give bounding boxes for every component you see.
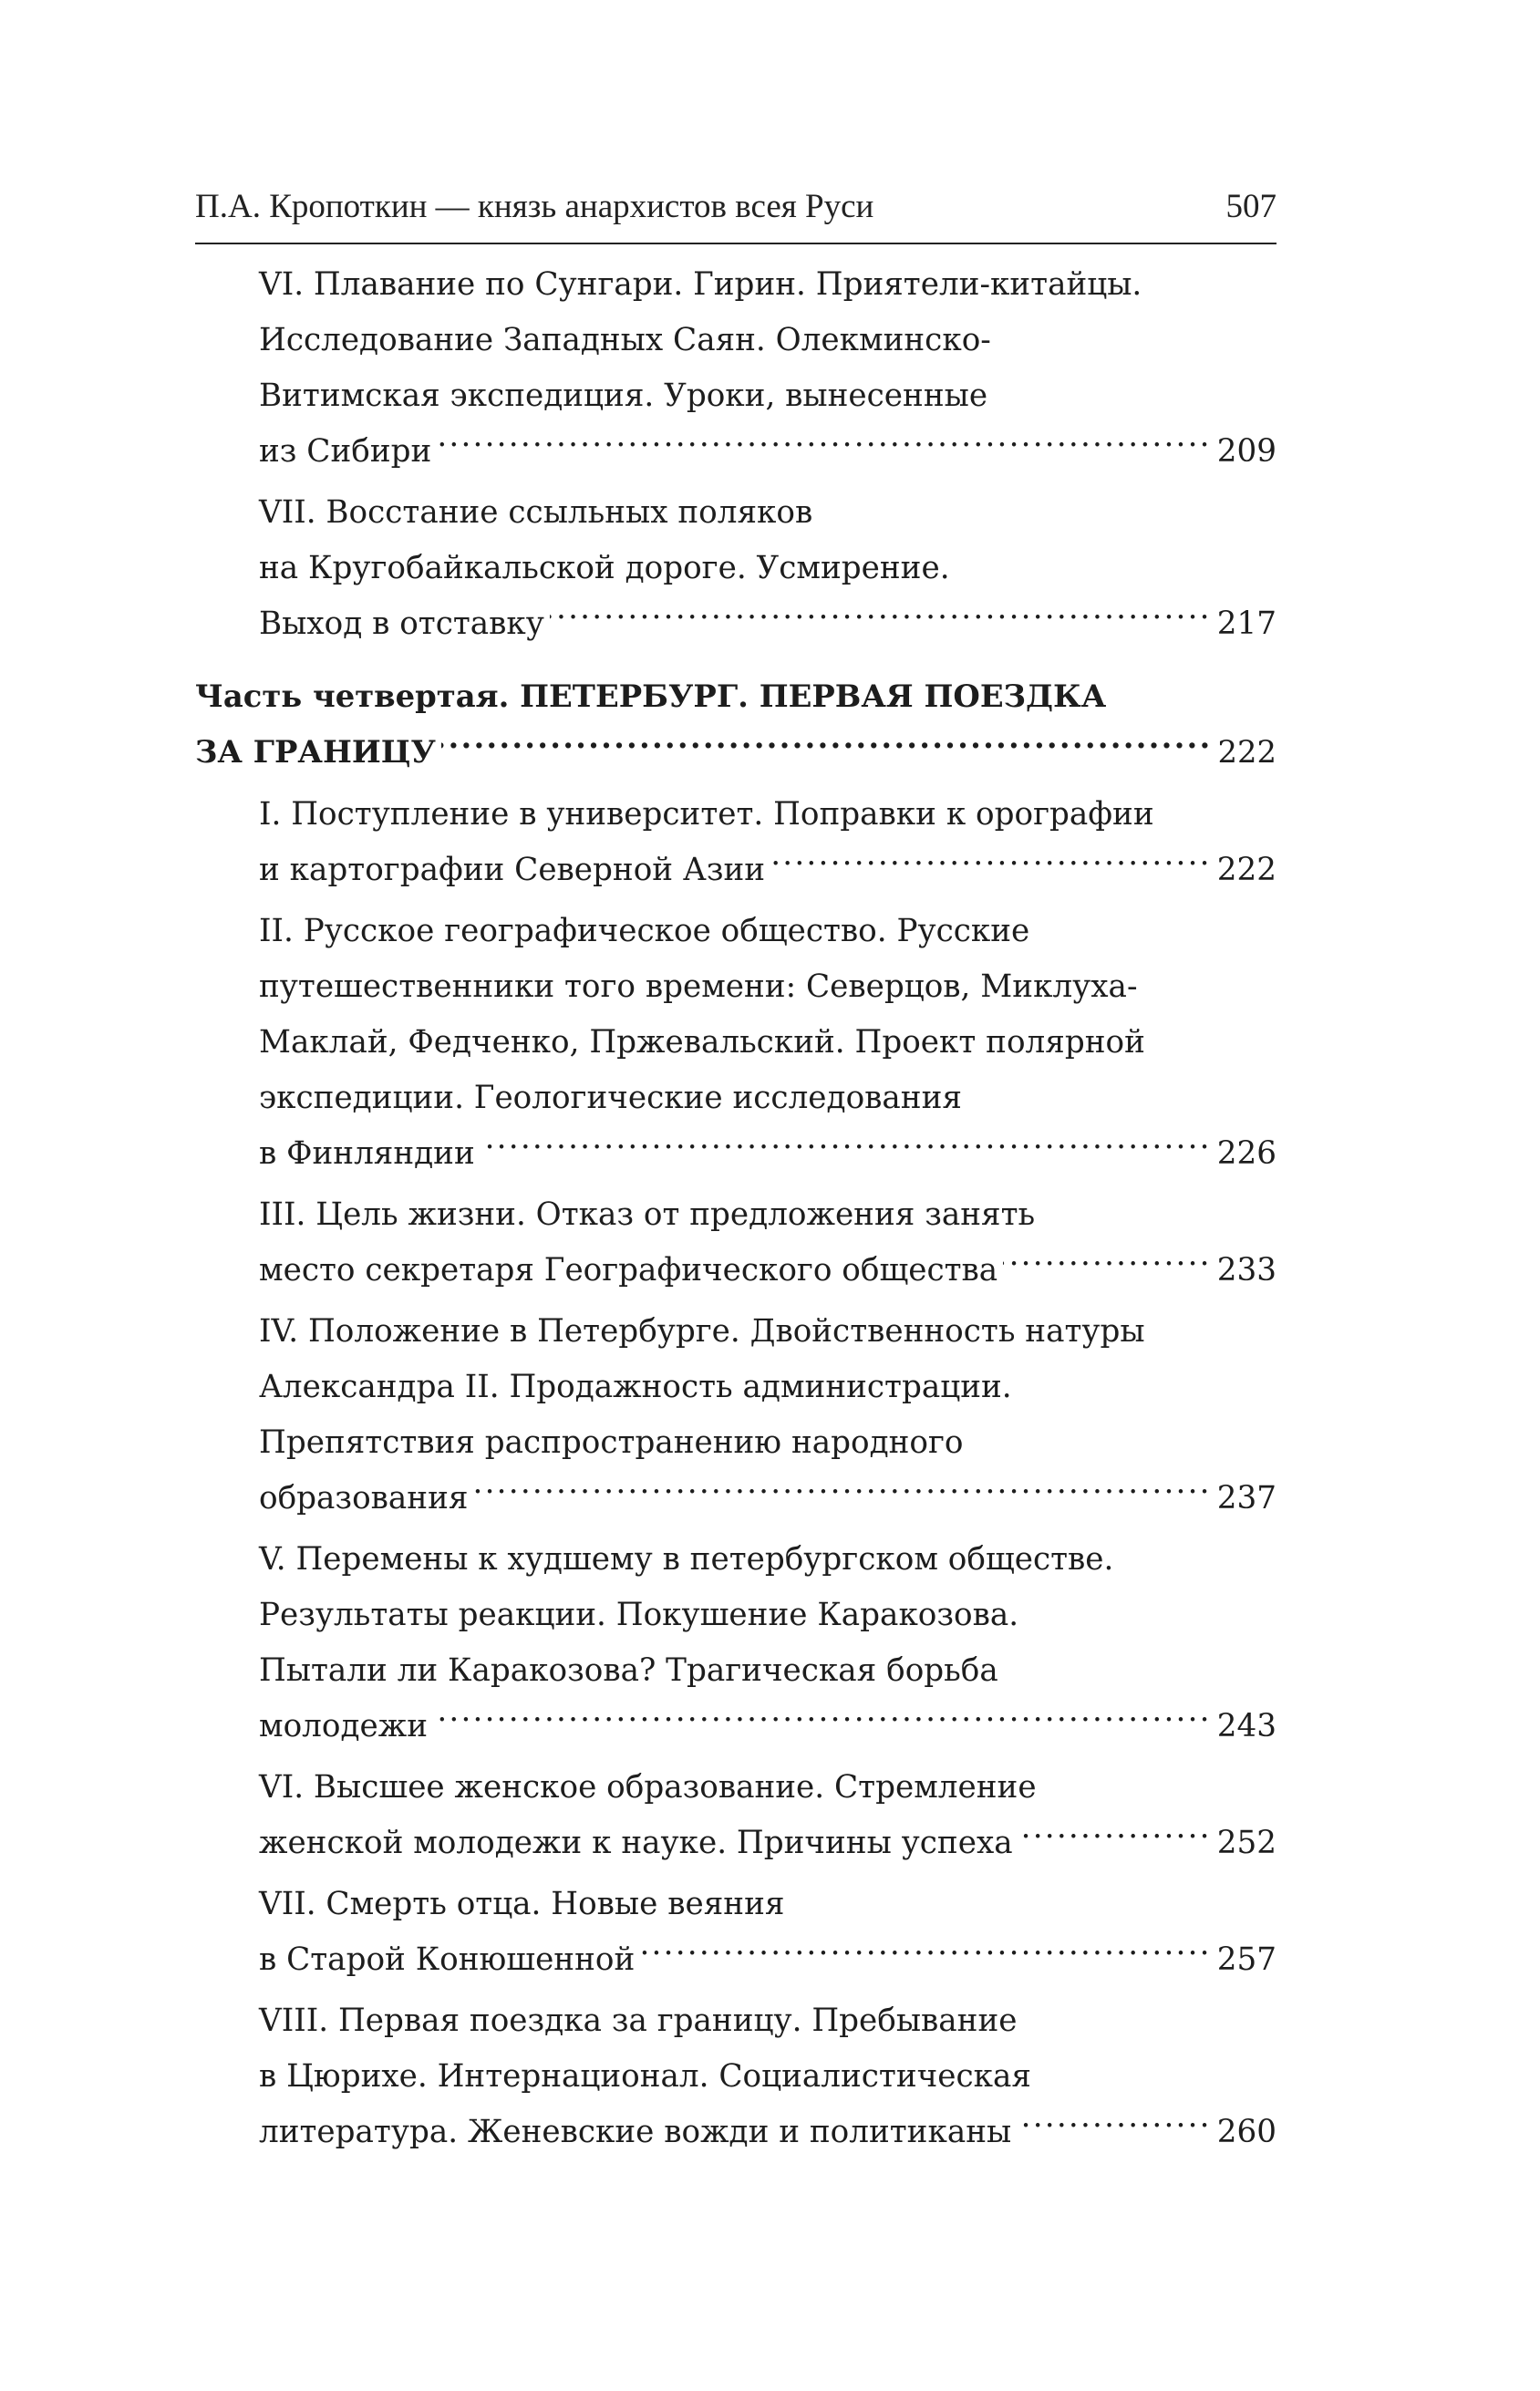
toc-entry-line: в Старой Конюшенной	[259, 1941, 636, 1978]
toc-entry-last-line	[259, 596, 1276, 652]
toc-entry-last-line	[259, 424, 1276, 480]
toc-page-number: 209	[1216, 433, 1276, 470]
toc-entry-line: образования	[259, 1480, 469, 1516]
toc-chapter-entry	[195, 904, 1276, 1182]
toc-entry-last-line	[259, 1932, 1276, 1988]
toc-entry-line: место секретаря Географического общества	[259, 1252, 998, 1289]
toc-entry-line: VII. Смерть отца. Новые веяния	[259, 1886, 785, 1922]
toc-entry-line: и картографии Северной Азии	[259, 852, 766, 888]
toc-chapter-entry	[195, 787, 1276, 898]
toc-entry-line: Пытали ли Каракозова? Трагическая борьба	[259, 1652, 998, 1689]
toc-entry-last-line	[259, 1816, 1276, 1871]
toc-page-number: 222	[1217, 734, 1276, 770]
dot-leader	[640, 1939, 1211, 1970]
toc-entry-line: Часть четвертая. ПЕТЕРБУРГ. ПЕРВАЯ ПОЕЗДКА	[195, 678, 1107, 714]
dot-leader	[437, 430, 1211, 461]
toc-page-number: 252	[1216, 1825, 1276, 1861]
toc-entry-line: из Сибири	[259, 433, 432, 470]
toc-entry-line: женской молодежи к науке. Причины успеха	[259, 1825, 1013, 1861]
toc-chapter-entry	[195, 1877, 1276, 1988]
toc-page-number: 226	[1216, 1135, 1276, 1172]
dot-leader	[1017, 2111, 1212, 2142]
page-number: 507	[1225, 188, 1276, 225]
toc-entry-line: в Цюрихе. Интернационал. Социалистическая	[259, 2058, 1031, 2095]
toc-entry-line: Исследование Западных Саян. Олекминско-	[259, 322, 991, 358]
dot-leader	[1018, 1822, 1212, 1853]
running-header	[195, 179, 1276, 244]
toc-chapter-entry	[195, 1304, 1276, 1527]
toc-entry-line: в Финляндии	[259, 1135, 475, 1172]
toc-entry-line: Маклай, Федченко, Пржевальский. Проект полярной	[259, 1024, 1145, 1061]
toc-entry-last-line	[259, 1243, 1276, 1299]
toc-entry-line: Витимская экспедиция. Уроки, вынесенные	[259, 378, 988, 414]
dot-leader	[770, 849, 1212, 880]
dot-leader	[441, 731, 1213, 762]
toc-page-number: 233	[1216, 1252, 1276, 1289]
toc-page-number: 222	[1216, 852, 1276, 888]
toc-entry-line: II. Русское географическое общество. Русские	[259, 913, 1030, 949]
running-header-title: П.А. Кропоткин — князь анархистов всея Руси	[195, 188, 874, 225]
dot-leader	[1003, 1249, 1212, 1280]
toc-entry-line: молодежи	[259, 1708, 428, 1744]
toc-page-number: 217	[1216, 606, 1276, 642]
toc-chapter-entry	[195, 1187, 1276, 1299]
toc-entry-line: VII. Восстание ссыльных поляков	[259, 494, 813, 531]
toc-chapter-entry	[195, 257, 1276, 480]
toc-page-number: 260	[1216, 2114, 1276, 2150]
toc-chapter-entry	[195, 485, 1276, 652]
toc-entry-line: ЗА ГРАНИЦУ	[195, 733, 436, 770]
dot-leader	[473, 1477, 1211, 1508]
toc-entry-last-line	[259, 2105, 1276, 2160]
toc-page-number: 257	[1216, 1941, 1276, 1978]
toc-chapter-entry	[195, 1993, 1276, 2160]
toc-entry-last-line	[259, 1126, 1276, 1182]
toc-entry-line: VIII. Первая поездка за границу. Пребывание	[259, 2003, 1018, 2039]
toc-part-entry	[195, 668, 1276, 780]
toc-entry-line: литература. Женевские вожди и политиканы	[259, 2114, 1012, 2150]
toc-entry-line: Выход в отставку	[259, 606, 544, 642]
toc-entry-line: Препятствия распространению народного	[259, 1424, 964, 1461]
toc-entry-last-line	[259, 843, 1276, 898]
dot-leader	[433, 1705, 1212, 1736]
toc-entry-line: VI. Высшее женское образование. Стремление	[259, 1769, 1037, 1806]
toc-entry-last-line	[259, 1699, 1276, 1754]
toc-entry-line: III. Цель жизни. Отказ от предложения занять	[259, 1196, 1036, 1233]
toc-entry-line: путешественники того времени: Северцов, Миклуха-	[259, 968, 1138, 1005]
toc-page-number: 243	[1216, 1708, 1276, 1744]
toc-entry-line: Александра II. Продажность администрации.	[259, 1369, 1012, 1405]
toc-entry-line: V. Перемены к худшему в петербургском обществе.	[259, 1541, 1114, 1578]
toc-chapter-entry	[195, 1760, 1276, 1871]
toc-entry-last-line	[259, 1471, 1276, 1527]
toc-entry-line: Результаты реакции. Покушение Каракозова.	[259, 1597, 1019, 1633]
toc-entry-line: на Кругобайкальской дороге. Усмирение.	[259, 550, 950, 586]
toc-entry-line: IV. Положение в Петербурге. Двойственность натуры	[259, 1313, 1145, 1350]
toc-page-number: 237	[1216, 1480, 1276, 1516]
toc-chapter-entry	[195, 1532, 1276, 1754]
toc-entry-line: I. Поступление в университет. Поправки к орографии	[259, 796, 1154, 833]
dot-leader	[481, 1133, 1212, 1164]
toc-entry-last-line	[195, 724, 1276, 780]
table-of-contents	[195, 257, 1276, 2166]
toc-entry-line: VI. Плавание по Сунгари. Гирин. Приятели-китайцы.	[259, 266, 1142, 303]
dot-leader	[550, 603, 1212, 634]
toc-entry-line: экспедиции. Геологические исследования	[259, 1080, 962, 1116]
